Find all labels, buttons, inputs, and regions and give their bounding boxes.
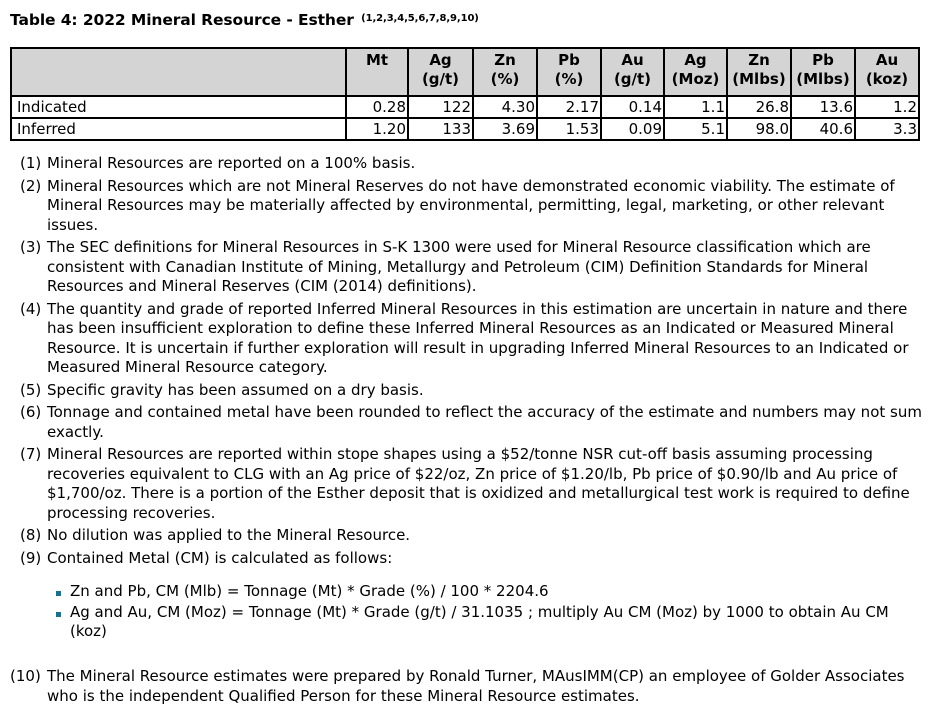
cell-pb-grade: 2.17 bbox=[537, 96, 601, 118]
footnote-text: Specific gravity has been assumed on a dry basis. bbox=[47, 380, 424, 399]
cell-zn-grade: 3.69 bbox=[473, 118, 537, 140]
footnote-number: (6) bbox=[20, 403, 42, 421]
footnote-text: The quantity and grade of reported Inferred Mineral Resources in this estimation are uncertain in nature and there has been insufficient exploration to define these Inferred Mineral Resources as an Indicated or Measured Mineral Resource. It is uncertain if further exploration will result in upgrading Inferred Mineral Resources to an Indicated or Measured Mineral Resource category. bbox=[47, 299, 909, 376]
cell-pb-grade: 1.53 bbox=[537, 118, 601, 140]
footnote-number: (8) bbox=[20, 526, 42, 544]
footnotes bbox=[20, 154, 925, 643]
footnote-3 bbox=[20, 238, 925, 297]
cell-pb-contained: 13.6 bbox=[791, 96, 855, 118]
header-zn-grade: Zn (%) bbox=[473, 48, 537, 96]
cell-ag-grade: 133 bbox=[408, 118, 473, 140]
footnote-number: (5) bbox=[20, 380, 42, 399]
footnote-text: Mineral Resources which are not Mineral Reserves do not have demonstrated economic viability. The estimate of Mineral Resources may be materially affected by environmental, permitting, legal, marketing, or other relevant issues. bbox=[47, 176, 895, 234]
header-category bbox=[11, 48, 346, 96]
footnote-number: (1) bbox=[20, 154, 42, 172]
cell-ag-grade: 122 bbox=[408, 96, 473, 118]
footnote-text: Tonnage and contained metal have been rounded to reflect the accuracy of the estimate and numbers may not sum exactly. bbox=[47, 403, 922, 441]
footnote-6 bbox=[20, 403, 925, 442]
formula-item-ag-au bbox=[20, 603, 925, 642]
table-title bbox=[10, 11, 479, 29]
footnote-5 bbox=[20, 381, 925, 401]
cell-category: Inferred bbox=[11, 118, 346, 140]
square-bullet-icon bbox=[56, 591, 61, 596]
square-bullet-icon bbox=[56, 612, 61, 617]
footnote-text: The Mineral Resource estimates were prepared by Ronald Turner, MAusIMM(CP) an employee of Golder Associates who is the independent Qualified Person for these Mineral Resource estimates. bbox=[47, 667, 905, 705]
footnote-text: Mineral Resources are reported within stope shapes using a $52/tonne NSR cut-off basis assuming processing recoveries equivalent to CLG with an Ag price of $22/oz, Zn price of $1.20/lb, Pb price of $0.90/lb and Au price of $1,700/oz. There is a portion of the Esther deposit that is oxidized and metallurgical test work is required to define processing recoveries. bbox=[47, 445, 910, 522]
footnote-text: Mineral Resources are reported on a 100% basis. bbox=[47, 154, 416, 172]
footnote-number: (4) bbox=[20, 299, 42, 318]
footnote-9 bbox=[20, 549, 925, 569]
header-au-contained: Au (koz) bbox=[855, 48, 919, 96]
header-ag-contained: Ag (Moz) bbox=[664, 48, 727, 96]
footnote-references: (1,2,3,4,5,6,7,8,9,10) bbox=[361, 13, 479, 24]
table-title-text: Table 4: 2022 Mineral Resource - Esther bbox=[10, 11, 354, 29]
header-pb-grade: Pb (%) bbox=[537, 48, 601, 96]
cell-au-contained: 1.2 bbox=[855, 96, 919, 118]
footnote-number: (9) bbox=[20, 548, 42, 567]
cell-mt: 0.28 bbox=[346, 96, 408, 118]
footnote-4 bbox=[20, 300, 925, 378]
formula-list bbox=[20, 582, 925, 642]
cell-ag-contained: 1.1 bbox=[664, 96, 727, 118]
cell-pb-contained: 40.6 bbox=[791, 118, 855, 140]
table-header-row bbox=[11, 48, 919, 96]
header-au-grade: Au (g/t) bbox=[601, 48, 664, 96]
cell-au-contained: 3.3 bbox=[855, 118, 919, 140]
footnote-number: (7) bbox=[20, 445, 42, 463]
table-row-indicated bbox=[11, 96, 919, 118]
footnote-number: (2) bbox=[20, 176, 42, 195]
header-mt: Mt bbox=[346, 48, 408, 96]
footnote-7 bbox=[20, 445, 925, 523]
cell-au-grade: 0.09 bbox=[601, 118, 664, 140]
mineral-resource-table bbox=[10, 47, 920, 141]
footnote-text: No dilution was applied to the Mineral Resource. bbox=[47, 526, 411, 544]
footnote-2 bbox=[20, 177, 925, 236]
cell-zn-contained: 98.0 bbox=[727, 118, 791, 140]
cell-au-grade: 0.14 bbox=[601, 96, 664, 118]
footnote-number: (3) bbox=[20, 238, 42, 256]
footnote-1 bbox=[20, 154, 925, 174]
footnote-8 bbox=[20, 526, 925, 546]
formula-text: Ag and Au, CM (Moz) = Tonnage (Mt) * Grade (g/t) / 31.1035 ; multiply Au CM (Moz) by 1000 to obtain Au CM (koz) bbox=[70, 602, 889, 640]
cell-ag-contained: 5.1 bbox=[664, 118, 727, 140]
footnote-10 bbox=[10, 667, 930, 706]
table-row-inferred bbox=[11, 118, 919, 140]
cell-mt: 1.20 bbox=[346, 118, 408, 140]
footnote-text: The SEC definitions for Mineral Resources in S-K 1300 were used for Mineral Resource classification which are consistent with Canadian Institute of Mining, Metallurgy and Petroleum (CIM) Definition Standards for Mineral Resources and Mineral Reserves (CIM (2014) definitions). bbox=[47, 238, 871, 295]
header-ag-grade: Ag (g/t) bbox=[408, 48, 473, 96]
cell-zn-grade: 4.30 bbox=[473, 96, 537, 118]
cell-zn-contained: 26.8 bbox=[727, 96, 791, 118]
header-pb-contained: Pb (Mlbs) bbox=[791, 48, 855, 96]
footnote-text: Contained Metal (CM) is calculated as follows: bbox=[47, 548, 393, 567]
footnote-number: (10) bbox=[10, 667, 41, 685]
header-zn-contained: Zn (Mlbs) bbox=[727, 48, 791, 96]
formula-text: Zn and Pb, CM (Mlb) = Tonnage (Mt) * Grade (%) / 100 * 2204.6 bbox=[70, 582, 549, 600]
cell-category: Indicated bbox=[11, 96, 346, 118]
formula-item-zn-pb bbox=[20, 582, 925, 602]
